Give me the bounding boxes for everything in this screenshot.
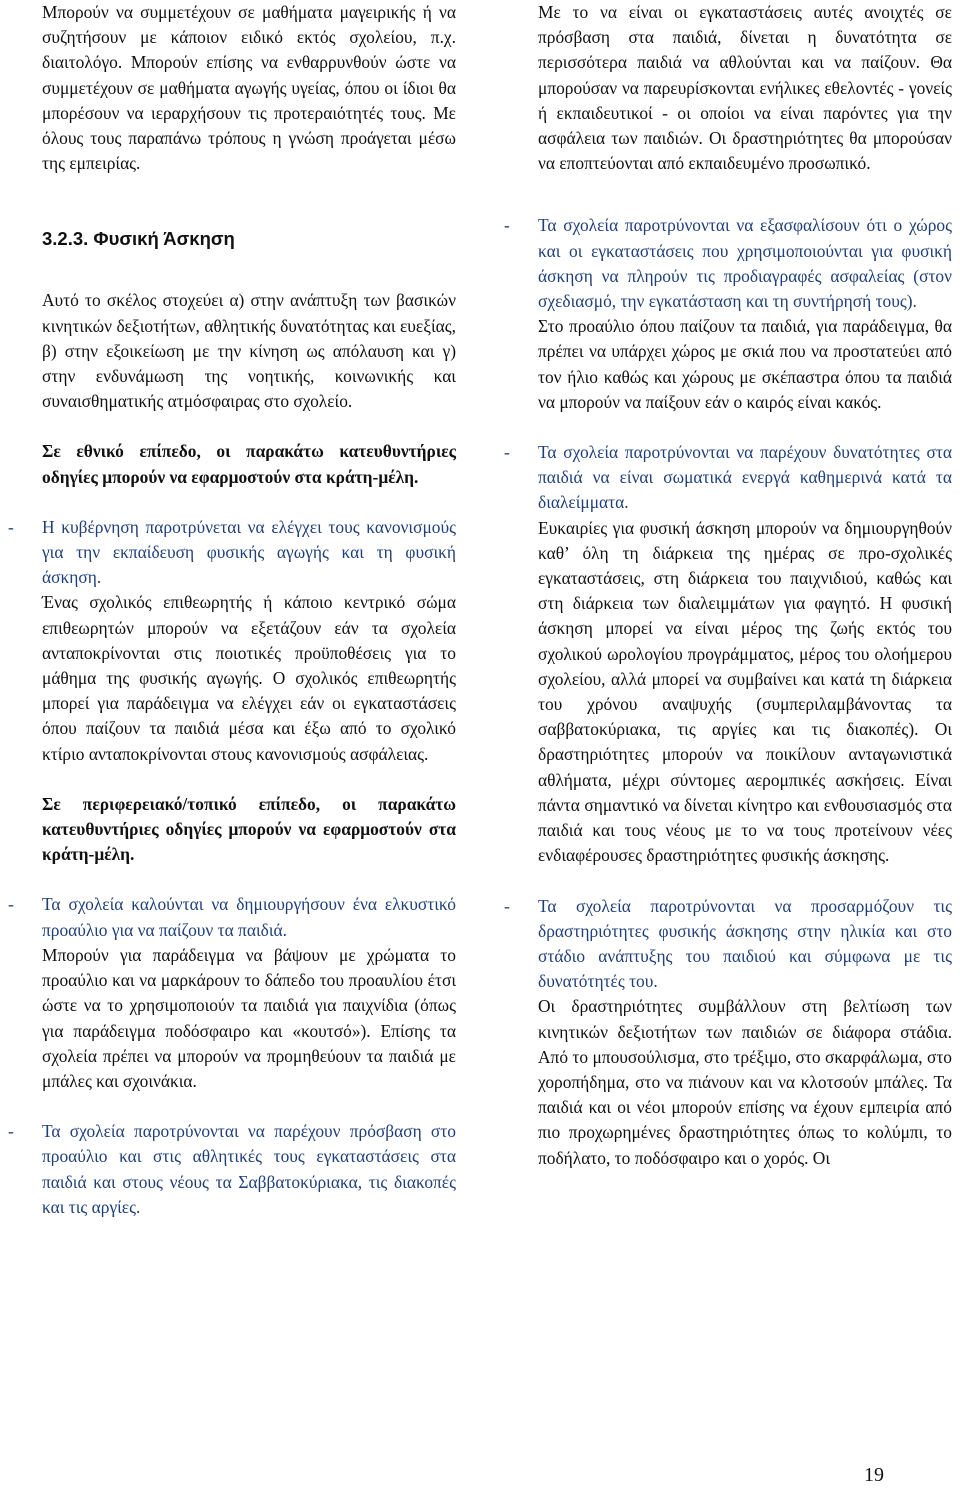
left-column: [8, 0, 456, 1220]
regional-bullet-2-title: Τα σχολεία παροτρύνονται να παρέχουν πρόσβαση στο προαύλιο και στις αθλητικές τους εγκαταστάσεις στα παιδιά και στους νέους τα Σαββατοκύριακα, τις διακοπές και τις αργίες.: [42, 1121, 456, 1217]
right-bullet-1: [504, 213, 952, 415]
section-intro-paragraph: Αυτό το σκέλος στοχεύει α) στην ανάπτυξη των βασικών κινητικών δεξιοτήτων, αθλητικής δυνατότητας και ευεξίας, β) στην εξοικείωση με την κίνηση ως απόλαυση και γ) στην ενδυνάμωση της νοητικής, κοινωνικής και συναισθηματικής ατμόσφαιρας στο σχολείο.: [42, 290, 456, 412]
regional-level-heading: Σε περιφερειακό/τοπικό επίπεδο, οι παρακάτω κατευθυντήριες οδηγίες μπορούν να εφαρμοστούν στα κράτη-μέλη.: [42, 793, 456, 865]
bullet-dash: -: [8, 1121, 14, 1142]
bullet-dash: -: [504, 895, 510, 916]
right-column: [504, 0, 952, 1171]
regional-bullet-1-title: Τα σχολεία καλούνται να δημιουργήσουν ένα ελκυστικό προαύλιο για να παίζουν τα παιδιά.: [42, 894, 456, 940]
right-bullet-2-body: Ευκαιρίες για φυσική άσκηση μπορούν να δημιουργηθούν καθ’ όλη τη διάρκεια της ημέρας σε προ-σχολικές εγκαταστάσεις, στη διάρκεια του παιχνιδιού, καθώς και στη διάρκεια των διαλειμμάτων για φαγητό. Η φυσική άσκηση μπορεί να είναι μέρος της ζωής εκτός του σχολικού ωρολογίου προγράμματος, μέρος του ολοήμερου σχολείου, αλλά μπορεί να συμβαίνει και κατά τη διάρκεια του χρόνου αναψυχής (συμπεριλαμβάνοντας τα σαββατοκύριακα, τις αργίες και τις διακοπές). Οι δραστηριότητες μπορούν να ποικίλουν ανταγωνιστικά αθλήματα, μέχρι σύντομες αερομπικές ασκήσεις. Είναι πάντα σημαντικό να δίνεται κίνητρο και ενθουσιασμός στα παιδιά και τους νέους με το να τους προτείνουν νέες ενδιαφέρουσες δραστηριότητες φυσικής άσκησης.: [538, 517, 952, 866]
section-heading: 3.2.3. Φυσική Άσκηση: [42, 228, 235, 250]
bullet-dash: -: [504, 215, 510, 236]
right-bullet-2-title: Τα σχολεία παροτρύνονται να παρέχουν δυνατότητες στα παιδιά να είναι σωματικά ενεργά καθημερινά κατά τα διαλείμματα.: [538, 442, 952, 513]
national-bullet-1-title: Η κυβέρνηση παροτρύνεται να ελέγχει τους κανονισμούς για την εκπαίδευση φυσικής αγωγής και τη φυσική άσκηση.: [42, 516, 456, 588]
page-number: 19: [864, 1464, 884, 1486]
right-bullet-3-body: Οι δραστηριότητες συμβάλλουν στη βελτίωση των κινητικών δεξιοτήτων των παιδιών σε διάφορα στάδια. Από το μπουσούλισμα, στο τρέξιμο, στο σκαρφάλωμα, στο χοροπήδημα, στο να πιάνουν και να κλοτσούν μπάλες. Τα παιδιά και οι νέοι μπορούν επίσης να έχουν εμπειρία από πιο προχωρημένες δραστηριότητες όπως το κολύμπι, το ποδήλατο, το ποδόσφαιρο και ο χορός. Οι: [538, 996, 952, 1168]
right-bullet-3-title: Τα σχολεία παροτρύνονται να προσαρμόζουν τις δραστηριότητες φυσικής άσκησης στην ηλικία και στο στάδιο ανάπτυξης του παιδιού και σύμφωνα με τις δυνατότητές του.: [538, 895, 952, 992]
bullet-dash: -: [8, 516, 14, 537]
national-level-heading: Σε εθνικό επίπεδο, οι παρακάτω κατευθυντήριες οδηγίες μπορούν να εφαρμοστούν στα κράτη-μέλη.: [42, 441, 456, 487]
regional-bullet-1: [8, 892, 456, 1094]
regional-bullet-2: [8, 1119, 456, 1220]
right-bullet-3: [504, 894, 952, 1171]
right-bullet-2: [504, 440, 952, 868]
right-bullet-1-title: Τα σχολεία παροτρύνονται να εξασφαλίσουν ότι ο χώρος και οι εγκαταστάσεις που χρησιμοποιούνται για φυσική άσκηση να πληρούν τις προδιαγραφές ασφαλείας (στον σχεδιασμό, την εγκατάσταση και τη συντήρησή τους).: [538, 215, 952, 312]
bullet-dash: -: [8, 894, 14, 915]
national-bullet-1-body: Ένας σχολικός επιθεωρητής ή κάποιο κεντρικό σώμα επιθεωρητών μπορούν να εξετάζουν εάν τα σχολεία ανταποκρίνονται στις ποιοτικές προϋποθέσεις για το μάθημα της φυσικής αγωγής. Ο σχολικός επιθεωρητής μπορεί για παράδειγμα να ελέγχει εάν οι εγκαταστάσεις όπου παίζουν τα παιδιά μέσα και έξω από το σχολικό κτίριο ανταποκρίνονται στους κανονισμούς ασφάλειας.: [42, 592, 456, 764]
bullet-dash: -: [504, 442, 510, 463]
regional-bullet-1-body: Μπορούν για παράδειγμα να βάψουν με χρώματα το προαύλιο και να μαρκάρουν το δάπεδο του προαυλίου έτσι ώστε να το χρησιμοποιούν τα παιδιά για παιχνίδια (όπως για παράδειγμα ποδόσφαιρο και «κουτσό»). Επίσης τα σχολεία πρέπει να μπορούν να προμηθεύουν τα παιδιά με μπάλες και σχοινάκια.: [42, 944, 456, 1091]
right-bullet-1-body: Στο προαύλιο όπου παίζουν τα παιδιά, για παράδειγμα, θα πρέπει να υπάρχει χώρος με σκιά που να προστατεύει από τον ήλιο καθώς και χώρους με σκέπαστρα όπου τα παιδιά να μπορούν να παίξουν εάν ο καιρός είναι κακός.: [538, 316, 952, 412]
national-bullet-1: [8, 515, 456, 767]
right-intro-paragraph: Με το να είναι οι εγκαταστάσεις αυτές ανοιχτές σε πρόσβαση στα παιδιά, δίνεται η δυνατότητα σε περισσότερα παιδιά να αθλούνται και να παίζουν. Θα μπορούσαν να παρευρίσκονται ενήλικες εθελοντές - γονείς ή εκπαιδευτικοί - οι οποίοι να είναι παρόντες για την ασφάλεια των παιδιών. Οι δραστηριότητες θα μπορούσαν να εποπτεύονται από εκπαιδευμένο προσωπικό.: [538, 2, 952, 174]
left-intro-paragraph: Μπορούν να συμμετέχουν σε μαθήματα μαγειρικής ή να συζητήσουν με κάποιον ειδικό εκτός σχολείου, π.χ. διαιτολόγο. Μπορούν επίσης να ενθαρρυνθούν ώστε να συμμετέχουν σε μαθήματα αγωγής υγείας, όπου οι ίδιοι θα μπορέσουν να ιεραρχήσουν τις προτεραιότητές τους. Με όλους τους παραπάνω τρόπους η γνώση προάγεται μέσω της εμπειρίας.: [42, 2, 456, 174]
